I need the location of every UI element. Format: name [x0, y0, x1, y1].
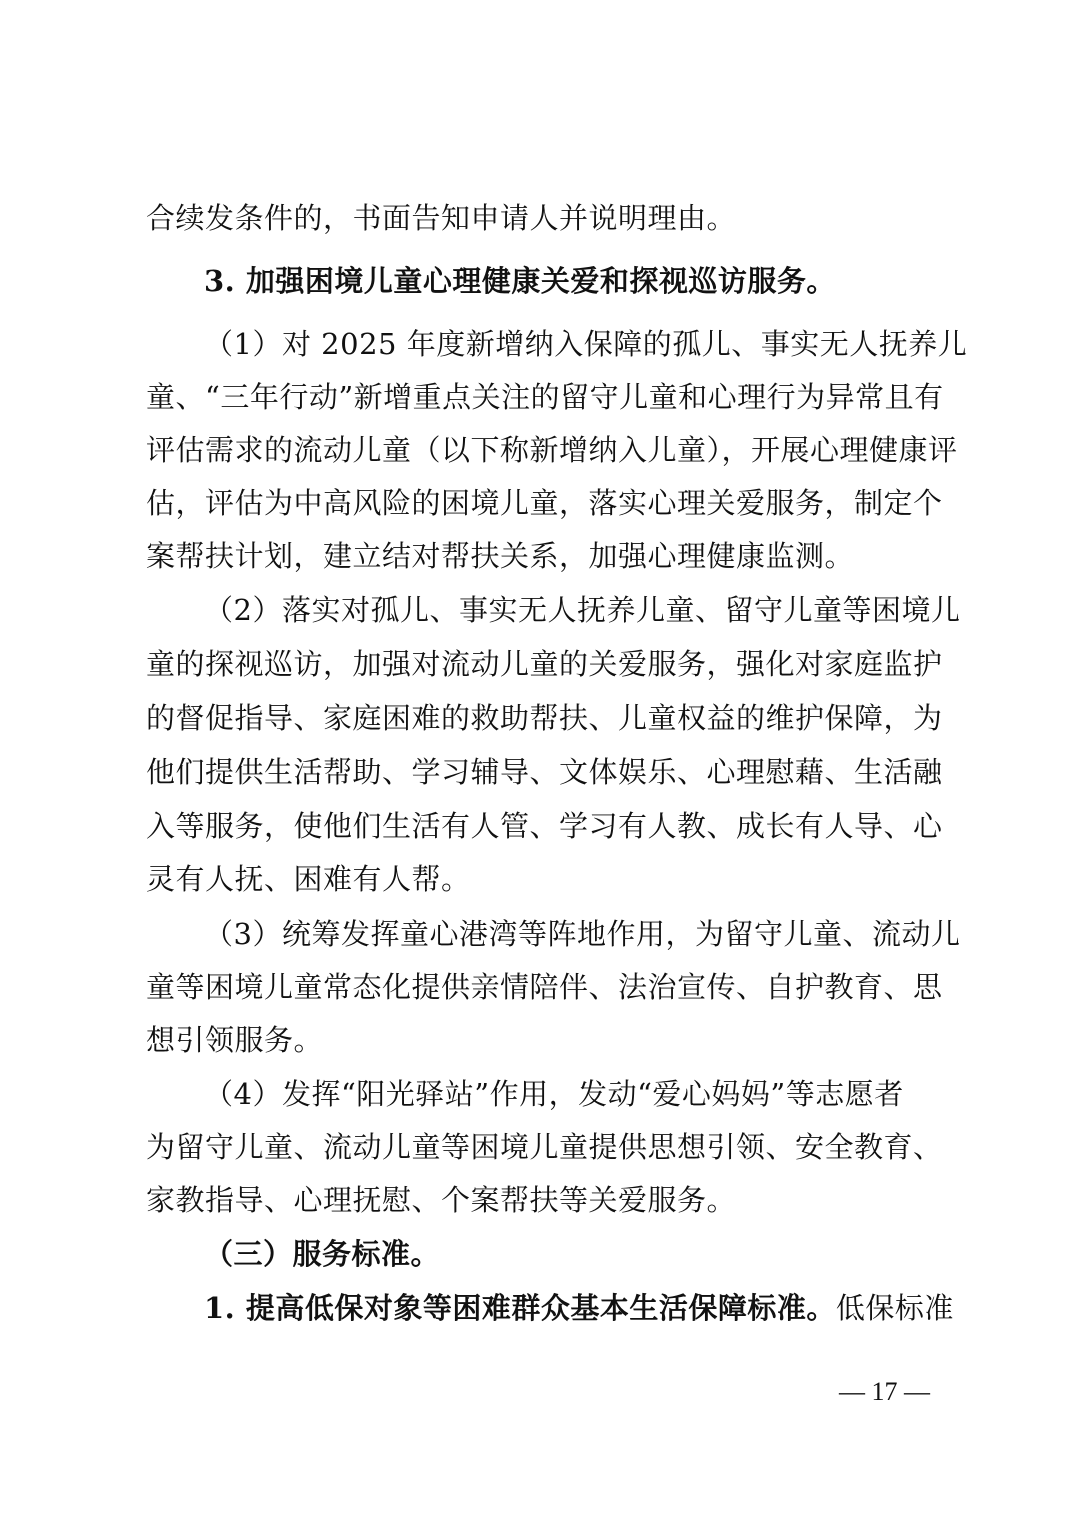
- paragraph-line: （4）发挥“阳光驿站”作用，发动“爱心妈妈”等志愿者: [204, 1077, 904, 1111]
- subsection-heading-1: 1. 提高低保对象等困难群众基本生活保障标准。: [204, 1291, 836, 1325]
- paragraph-line: （2）落实对孤儿、事实无人抚养儿童、留守儿童等困境儿: [204, 593, 961, 627]
- paragraph-line: 合续发条件的，书面告知申请人并说明理由。: [146, 201, 737, 235]
- paragraph-line: 童的探视巡访，加强对流动儿童的关爱服务，强化对家庭监护: [146, 647, 943, 681]
- paragraph-line: 童、“三年行动”新增重点关注的留守儿童和心理行为异常且有: [146, 380, 944, 414]
- paragraph-line: 灵有人抚、困难有人帮。: [146, 862, 471, 896]
- paragraph-line: [204, 1288, 954, 1328]
- paragraph-line: 评估需求的流动儿童（以下称新增纳入儿童），开展心理健康评: [146, 433, 958, 467]
- paragraph-line: 入等服务，使他们生活有人管、学习有人教、成长有人导、心: [146, 809, 943, 843]
- page-number: — 17 —: [839, 1377, 930, 1406]
- section-heading-3: 3. 加强困境儿童心理健康关爱和探视巡访服务。: [204, 264, 836, 298]
- paragraph-line: 家教指导、心理抚慰、个案帮扶等关爱服务。: [146, 1183, 737, 1217]
- paragraph-line: 案帮扶计划，建立结对帮扶关系，加强心理健康监测。: [146, 539, 855, 573]
- paragraph-line: 的督促指导、家庭困难的救助帮扶、儿童权益的维护保障，为: [146, 701, 943, 735]
- paragraph-line: 为留守儿童、流动儿童等困境儿童提供思想引领、安全教育、: [146, 1130, 943, 1164]
- paragraph-line: 童等困境儿童常态化提供亲情陪伴、法治宣传、自护教育、思: [146, 970, 943, 1004]
- paragraph-line: 估，评估为中高风险的困境儿童，落实心理关爱服务，制定个: [146, 486, 943, 520]
- paragraph-line: 他们提供生活帮助、学习辅导、文体娱乐、心理慰藉、生活融: [146, 755, 943, 789]
- paragraph-text: 低保标准: [835, 1291, 954, 1325]
- paragraph-line: （1）对 2025 年度新增纳入保障的孤儿、事实无人抚养儿: [204, 327, 968, 361]
- paragraph-line: （3）统筹发挥童心港湾等阵地作用，为留守儿童、流动儿: [204, 917, 961, 951]
- section-heading-three: （三）服务标准。: [204, 1237, 441, 1271]
- paragraph-line: 想引领服务。: [146, 1023, 324, 1057]
